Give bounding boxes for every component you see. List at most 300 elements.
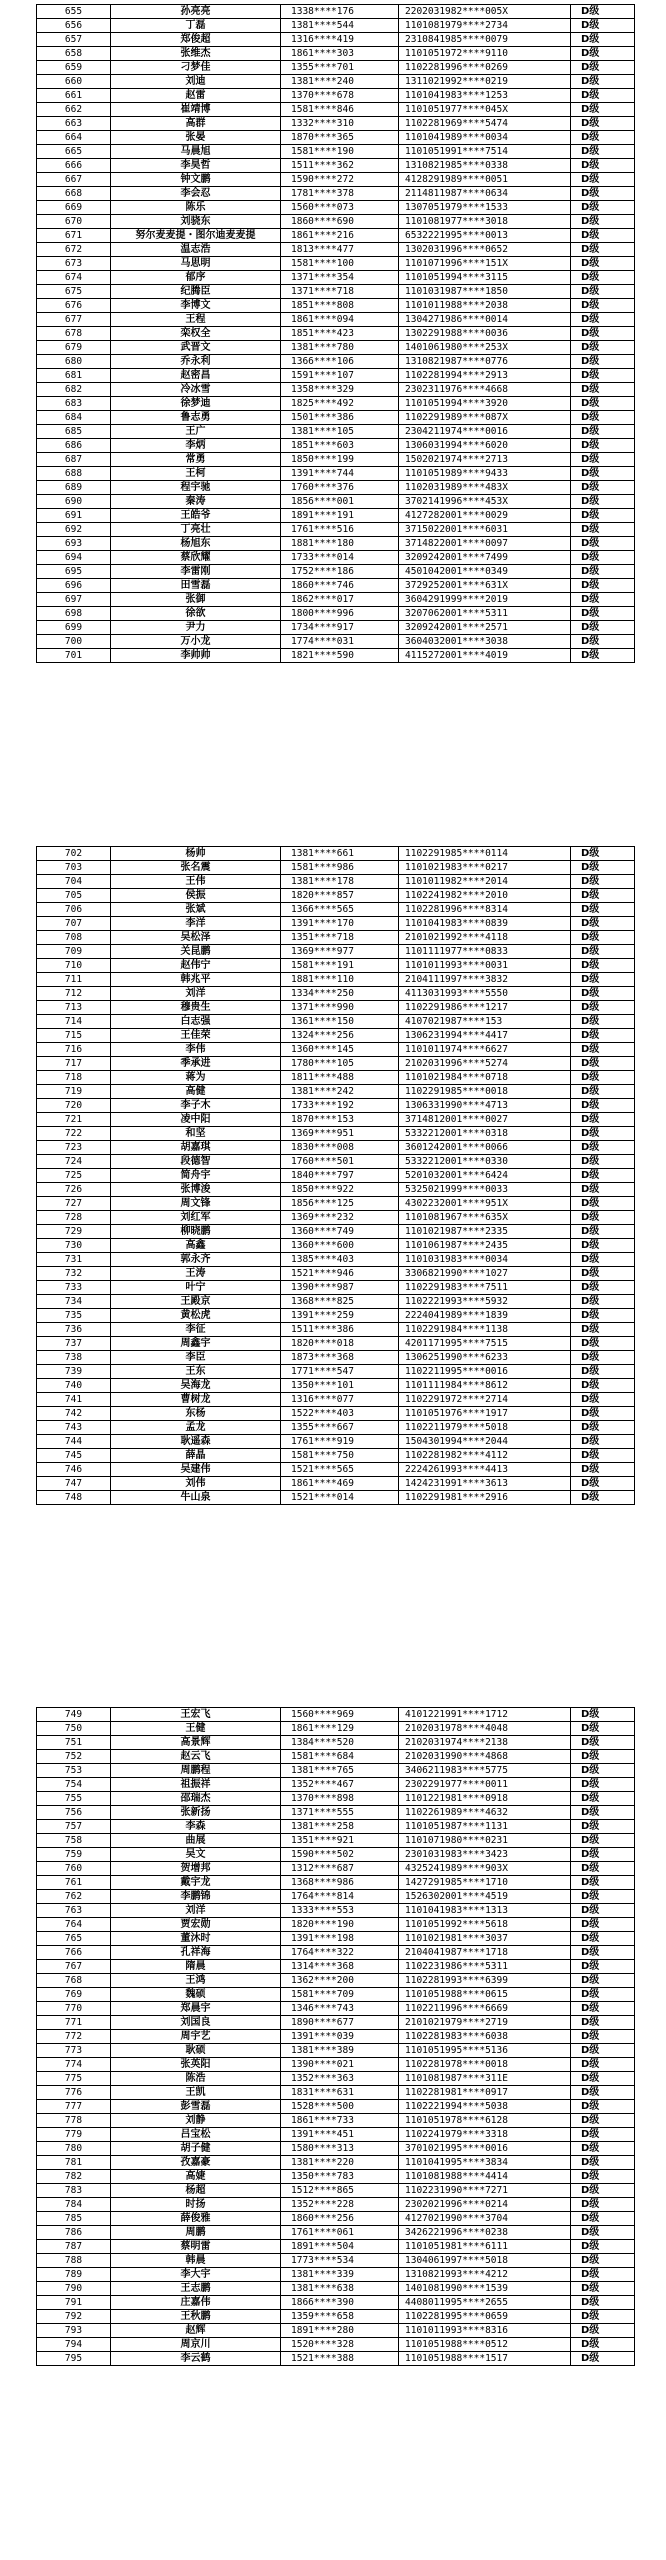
table-row: [37, 1960, 635, 1974]
phone-masked: 1733****014: [281, 551, 399, 565]
grade-level: D级: [571, 2352, 635, 2366]
phone-masked: 1771****547: [281, 1365, 399, 1379]
phone-masked: 1590****272: [281, 173, 399, 187]
table-row: [37, 131, 635, 145]
id-number-masked: 3426221996****0238: [399, 2226, 571, 2240]
table-row: [37, 931, 635, 945]
phone-masked: 1369****232: [281, 1211, 399, 1225]
table-row: [37, 1309, 635, 1323]
person-name: 薛俊雅: [111, 2212, 281, 2226]
grade-level: D级: [571, 889, 635, 903]
grade-level: D级: [571, 271, 635, 285]
phone-masked: 1825****492: [281, 397, 399, 411]
row-number: 738: [37, 1351, 111, 1365]
person-name: 徐欲: [111, 607, 281, 621]
row-number: 764: [37, 1918, 111, 1932]
phone-masked: 1581****709: [281, 1988, 399, 2002]
person-name: 郭永齐: [111, 1253, 281, 1267]
row-number: 658: [37, 47, 111, 61]
row-number: 781: [37, 2156, 111, 2170]
id-number-masked: 1101011974****6627: [399, 1043, 571, 1057]
id-number-masked: 1102281995****0659: [399, 2310, 571, 2324]
table-row: [37, 2212, 635, 2226]
phone-masked: 1521****565: [281, 1463, 399, 1477]
person-name: 李炳: [111, 439, 281, 453]
phone-masked: 1521****388: [281, 2352, 399, 2366]
table-row: [37, 33, 635, 47]
phone-masked: 1891****191: [281, 509, 399, 523]
person-name: 周鹏: [111, 2226, 281, 2240]
person-name: 高景辉: [111, 1736, 281, 1750]
grade-level: D级: [571, 875, 635, 889]
person-name: 胡嘉琪: [111, 1141, 281, 1155]
row-number: 766: [37, 1946, 111, 1960]
person-name: 彭雪磊: [111, 2100, 281, 2114]
phone-masked: 1831****631: [281, 2086, 399, 2100]
row-number: 730: [37, 1239, 111, 1253]
row-number: 685: [37, 425, 111, 439]
grade-level: D级: [571, 187, 635, 201]
person-name: 王广: [111, 425, 281, 439]
grade-level: D级: [571, 201, 635, 215]
row-number: 716: [37, 1043, 111, 1057]
person-name: 贺增邦: [111, 1862, 281, 1876]
table-row: [37, 243, 635, 257]
row-number: 712: [37, 987, 111, 1001]
id-number-masked: 4107021987****153: [399, 1015, 571, 1029]
person-name: 李帅帅: [111, 649, 281, 663]
table-row: [37, 1477, 635, 1491]
row-number: 678: [37, 327, 111, 341]
table-row: [37, 593, 635, 607]
table-row: [37, 1932, 635, 1946]
table-row: [37, 2296, 635, 2310]
id-number-masked: 1101051988****1517: [399, 2352, 571, 2366]
phone-masked: 1581****100: [281, 257, 399, 271]
id-number-masked: 1101051988****0615: [399, 1988, 571, 2002]
row-number: 711: [37, 973, 111, 987]
table-row: [37, 1239, 635, 1253]
id-number-masked: 3406211983****5775: [399, 1764, 571, 1778]
table-row: [37, 945, 635, 959]
grade-level: D级: [571, 383, 635, 397]
phone-masked: 1361****150: [281, 1015, 399, 1029]
table-row: [37, 1141, 635, 1155]
phone-masked: 1780****105: [281, 1057, 399, 1071]
row-number: 666: [37, 159, 111, 173]
row-number: 713: [37, 1001, 111, 1015]
phone-masked: 1333****553: [281, 1904, 399, 1918]
row-number: 763: [37, 1904, 111, 1918]
grade-level: D级: [571, 369, 635, 383]
grade-level: D级: [571, 2016, 635, 2030]
person-name: 孔祥海: [111, 1946, 281, 1960]
table-row: [37, 903, 635, 917]
table-row: [37, 2282, 635, 2296]
person-name: 徐梦迪: [111, 397, 281, 411]
person-name: 黄松虎: [111, 1309, 281, 1323]
id-number-masked: 1102291984****1138: [399, 1323, 571, 1337]
grade-level: D级: [571, 1155, 635, 1169]
id-number-masked: 1102291972****2714: [399, 1393, 571, 1407]
id-number-masked: 2224261993****4413: [399, 1463, 571, 1477]
id-number-masked: 1424231991****3613: [399, 1477, 571, 1491]
person-name: 杨旭东: [111, 537, 281, 551]
phone-masked: 1861****129: [281, 1722, 399, 1736]
table-row: [37, 1113, 635, 1127]
grade-level: D级: [571, 2226, 635, 2240]
person-name: 白志强: [111, 1015, 281, 1029]
id-number-masked: 2102031978****4048: [399, 1722, 571, 1736]
person-name: 陈浩: [111, 2072, 281, 2086]
person-name: 李雷刚: [111, 565, 281, 579]
id-number-masked: 1102291983****7511: [399, 1281, 571, 1295]
phone-masked: 1861****303: [281, 47, 399, 61]
row-number: 726: [37, 1183, 111, 1197]
table-row: [37, 481, 635, 495]
id-number-masked: 4113031993****5550: [399, 987, 571, 1001]
phone-masked: 1381****242: [281, 1085, 399, 1099]
phone-masked: 1391****451: [281, 2128, 399, 2142]
row-number: 719: [37, 1085, 111, 1099]
grade-level: D级: [571, 537, 635, 551]
person-name: 胡子健: [111, 2142, 281, 2156]
row-number: 756: [37, 1806, 111, 1820]
phone-masked: 1350****783: [281, 2170, 399, 2184]
id-number-masked: 4101221991****1712: [399, 1708, 571, 1722]
table-row: [37, 1197, 635, 1211]
grade-level: D级: [571, 103, 635, 117]
table-row: [37, 5, 635, 19]
row-number: 724: [37, 1155, 111, 1169]
person-name: 崔靖博: [111, 103, 281, 117]
row-number: 731: [37, 1253, 111, 1267]
grade-level: D级: [571, 2184, 635, 2198]
person-name: 戴宇龙: [111, 1876, 281, 1890]
row-number: 778: [37, 2114, 111, 2128]
table-row: [37, 2254, 635, 2268]
table-row: [37, 1463, 635, 1477]
row-number: 747: [37, 1477, 111, 1491]
table-row: [37, 565, 635, 579]
phone-masked: 1390****987: [281, 1281, 399, 1295]
grade-level: D级: [571, 2030, 635, 2044]
grade-level: D级: [571, 5, 635, 19]
phone-masked: 1761****061: [281, 2226, 399, 2240]
person-name: 张名震: [111, 861, 281, 875]
row-number: 656: [37, 19, 111, 33]
phone-masked: 1760****501: [281, 1155, 399, 1169]
id-number-masked: 1102281993****6399: [399, 1974, 571, 1988]
person-name: 东杨: [111, 1407, 281, 1421]
phone-masked: 1851****808: [281, 299, 399, 313]
person-name: 王秋鹏: [111, 2310, 281, 2324]
person-name: 郑晨宇: [111, 2002, 281, 2016]
table-row: [37, 509, 635, 523]
phone-masked: 1501****386: [281, 411, 399, 425]
grade-level: D级: [571, 2198, 635, 2212]
person-name: 赵辉: [111, 2324, 281, 2338]
phone-masked: 1764****322: [281, 1946, 399, 1960]
id-number-masked: 1310821987****0776: [399, 355, 571, 369]
grade-level: D级: [571, 1197, 635, 1211]
id-number-masked: 1101011993****0031: [399, 959, 571, 973]
table-row: [37, 1351, 635, 1365]
table-section-3: [36, 1707, 634, 2366]
id-number-masked: 1102241979****3318: [399, 2128, 571, 2142]
grade-level: D级: [571, 1211, 635, 1225]
row-number: 714: [37, 1015, 111, 1029]
id-number-masked: 1101081987****311E: [399, 2072, 571, 2086]
table-row: [37, 1820, 635, 1834]
person-name: 李昊哲: [111, 159, 281, 173]
grade-level: D级: [571, 1722, 635, 1736]
row-number: 679: [37, 341, 111, 355]
person-name: 张新扬: [111, 1806, 281, 1820]
id-number-masked: 2302311976****4668: [399, 383, 571, 397]
table-row: [37, 875, 635, 889]
row-number: 765: [37, 1932, 111, 1946]
table-row: [37, 117, 635, 131]
person-name: 吴松泽: [111, 931, 281, 945]
person-name: 李大宇: [111, 2268, 281, 2282]
id-number-masked: 1502021974****2713: [399, 453, 571, 467]
grade-level: D级: [571, 635, 635, 649]
table-row: [37, 1295, 635, 1309]
grade-level: D级: [571, 131, 635, 145]
person-name: 王殿京: [111, 1295, 281, 1309]
row-number: 789: [37, 2268, 111, 2282]
id-number-masked: 3209242001****2571: [399, 621, 571, 635]
id-number-masked: 1101031983****0034: [399, 1253, 571, 1267]
id-number-masked: 4201171995****7515: [399, 1337, 571, 1351]
id-number-masked: 4325241989****903X: [399, 1862, 571, 1876]
table-row: [37, 2142, 635, 2156]
row-number: 687: [37, 453, 111, 467]
phone-masked: 1381****638: [281, 2282, 399, 2296]
phone-masked: 1860****746: [281, 579, 399, 593]
id-number-masked: 4408011995****2655: [399, 2296, 571, 2310]
grade-level: D级: [571, 257, 635, 271]
id-number-masked: 1101041989****0034: [399, 131, 571, 145]
grade-level: D级: [571, 621, 635, 635]
phone-masked: 1332****310: [281, 117, 399, 131]
row-number: 793: [37, 2324, 111, 2338]
id-number-masked: 1102261989****4632: [399, 1806, 571, 1820]
person-name: 时扬: [111, 2198, 281, 2212]
grade-level: D级: [571, 1393, 635, 1407]
person-name: 贾宏勋: [111, 1918, 281, 1932]
id-number-masked: 1101051991****7514: [399, 145, 571, 159]
phone-masked: 1733****192: [281, 1099, 399, 1113]
phone-masked: 1391****744: [281, 467, 399, 481]
row-number: 663: [37, 117, 111, 131]
grade-level: D级: [571, 2324, 635, 2338]
person-name: 高群: [111, 117, 281, 131]
row-number: 668: [37, 187, 111, 201]
person-name: 刘洋: [111, 1904, 281, 1918]
grade-level: D级: [571, 299, 635, 313]
table-row: [37, 1365, 635, 1379]
person-name: 张博浚: [111, 1183, 281, 1197]
person-name: 韩兆平: [111, 973, 281, 987]
person-name: 程宇驰: [111, 481, 281, 495]
table-row: [37, 1253, 635, 1267]
table-row: [37, 2002, 635, 2016]
id-number-masked: 1101061987****2435: [399, 1239, 571, 1253]
person-name: 刘迪: [111, 75, 281, 89]
table-row: [37, 607, 635, 621]
person-name: 丁亮壮: [111, 523, 281, 537]
id-number-masked: 1102211979****5018: [399, 1421, 571, 1435]
grade-level: D级: [571, 2142, 635, 2156]
person-name: 陈乐: [111, 201, 281, 215]
row-number: 703: [37, 861, 111, 875]
id-number-masked: 1101051994****3920: [399, 397, 571, 411]
person-name: 李臣: [111, 1351, 281, 1365]
table-row: [37, 537, 635, 551]
table-row: [37, 1435, 635, 1449]
table-row: [37, 19, 635, 33]
phone-masked: 1359****658: [281, 2310, 399, 2324]
grade-level: D级: [571, 229, 635, 243]
grade-level: D级: [571, 1379, 635, 1393]
row-number: 708: [37, 931, 111, 945]
person-name: 孟龙: [111, 1421, 281, 1435]
table-row: [37, 917, 635, 931]
phone-masked: 1850****922: [281, 1183, 399, 1197]
row-number: 767: [37, 1960, 111, 1974]
phone-masked: 1820****190: [281, 1918, 399, 1932]
row-number: 717: [37, 1057, 111, 1071]
phone-masked: 1581****190: [281, 145, 399, 159]
row-number: 677: [37, 313, 111, 327]
id-number-masked: 3702141996****453X: [399, 495, 571, 509]
person-name: 李子木: [111, 1099, 281, 1113]
id-number-masked: 1101081979****2734: [399, 19, 571, 33]
row-number: 688: [37, 467, 111, 481]
id-number-masked: 3306821990****1027: [399, 1267, 571, 1281]
table-row: [37, 453, 635, 467]
phone-masked: 1761****919: [281, 1435, 399, 1449]
id-number-masked: 2224041989****1839: [399, 1309, 571, 1323]
id-number-masked: 1101071980****0231: [399, 1834, 571, 1848]
row-number: 676: [37, 299, 111, 313]
person-name: 邵瑞杰: [111, 1792, 281, 1806]
row-number: 665: [37, 145, 111, 159]
grade-level: D级: [571, 397, 635, 411]
id-number-masked: 1102231986****5311: [399, 1960, 571, 1974]
person-name: 王东: [111, 1365, 281, 1379]
id-number-masked: 2102031990****4868: [399, 1750, 571, 1764]
person-name: 耿硕: [111, 2044, 281, 2058]
person-name: 李博文: [111, 299, 281, 313]
row-number: 755: [37, 1792, 111, 1806]
id-number-masked: 3701021995****0016: [399, 2142, 571, 2156]
row-number: 702: [37, 847, 111, 861]
grade-level: D级: [571, 2240, 635, 2254]
id-number-masked: 1304271986****0014: [399, 313, 571, 327]
person-name: 王涛: [111, 1267, 281, 1281]
row-number: 787: [37, 2240, 111, 2254]
phone-masked: 1581****750: [281, 1449, 399, 1463]
phone-masked: 1370****678: [281, 89, 399, 103]
grade-level: D级: [571, 439, 635, 453]
id-number-masked: 1306251990****6233: [399, 1351, 571, 1365]
person-name: 刁梦佳: [111, 61, 281, 75]
table-row: [37, 1722, 635, 1736]
row-number: 754: [37, 1778, 111, 1792]
row-number: 771: [37, 2016, 111, 2030]
table-row: [37, 973, 635, 987]
id-number-masked: 2114811987****0634: [399, 187, 571, 201]
id-number-masked: 2304211974****0016: [399, 425, 571, 439]
person-name: 张维杰: [111, 47, 281, 61]
table-row: [37, 2226, 635, 2240]
person-name: 王皓爷: [111, 509, 281, 523]
person-name: 高鑫: [111, 1239, 281, 1253]
row-number: 667: [37, 173, 111, 187]
grade-level: D级: [571, 2086, 635, 2100]
id-number-masked: 1102221994****5038: [399, 2100, 571, 2114]
id-number-masked: 1101051987****1131: [399, 1820, 571, 1834]
person-name: 周京川: [111, 2338, 281, 2352]
person-name: 刘国良: [111, 2016, 281, 2030]
phone-masked: 1800****996: [281, 607, 399, 621]
phone-masked: 1391****259: [281, 1309, 399, 1323]
grade-level: D级: [571, 973, 635, 987]
table-row: [37, 327, 635, 341]
grade-level: D级: [571, 33, 635, 47]
phone-masked: 1840****797: [281, 1169, 399, 1183]
phone-masked: 1511****362: [281, 159, 399, 173]
grade-level: D级: [571, 1736, 635, 1750]
grade-level: D级: [571, 2058, 635, 2072]
id-number-masked: 1101021984****0718: [399, 1071, 571, 1085]
id-number-masked: 1526302001****4519: [399, 1890, 571, 1904]
person-name: 魏硕: [111, 1988, 281, 2002]
phone-masked: 1334****250: [281, 987, 399, 1001]
phone-masked: 1521****014: [281, 1491, 399, 1505]
grade-level: D级: [571, 2310, 635, 2324]
phone-masked: 1861****469: [281, 1477, 399, 1491]
person-name: 庄嘉伟: [111, 2296, 281, 2310]
person-name: 高婕: [111, 2170, 281, 2184]
phone-masked: 1385****403: [281, 1253, 399, 1267]
row-number: 705: [37, 889, 111, 903]
person-name: 吴建伟: [111, 1463, 281, 1477]
person-name: 刘伟: [111, 1477, 281, 1491]
table-row: [37, 889, 635, 903]
row-number: 734: [37, 1295, 111, 1309]
row-number: 669: [37, 201, 111, 215]
phone-masked: 1346****743: [281, 2002, 399, 2016]
table-row: [37, 2184, 635, 2198]
grade-level: D级: [571, 1001, 635, 1015]
row-number: 786: [37, 2226, 111, 2240]
id-number-masked: 1401081990****1539: [399, 2282, 571, 2296]
row-number: 670: [37, 215, 111, 229]
phone-masked: 1734****917: [281, 621, 399, 635]
row-number: 788: [37, 2254, 111, 2268]
person-name: 马思明: [111, 257, 281, 271]
table-row: [37, 1379, 635, 1393]
grade-level: D级: [571, 1337, 635, 1351]
grade-level: D级: [571, 2170, 635, 2184]
grade-level: D级: [571, 2282, 635, 2296]
row-number: 699: [37, 621, 111, 635]
person-name: 吕宝松: [111, 2128, 281, 2142]
